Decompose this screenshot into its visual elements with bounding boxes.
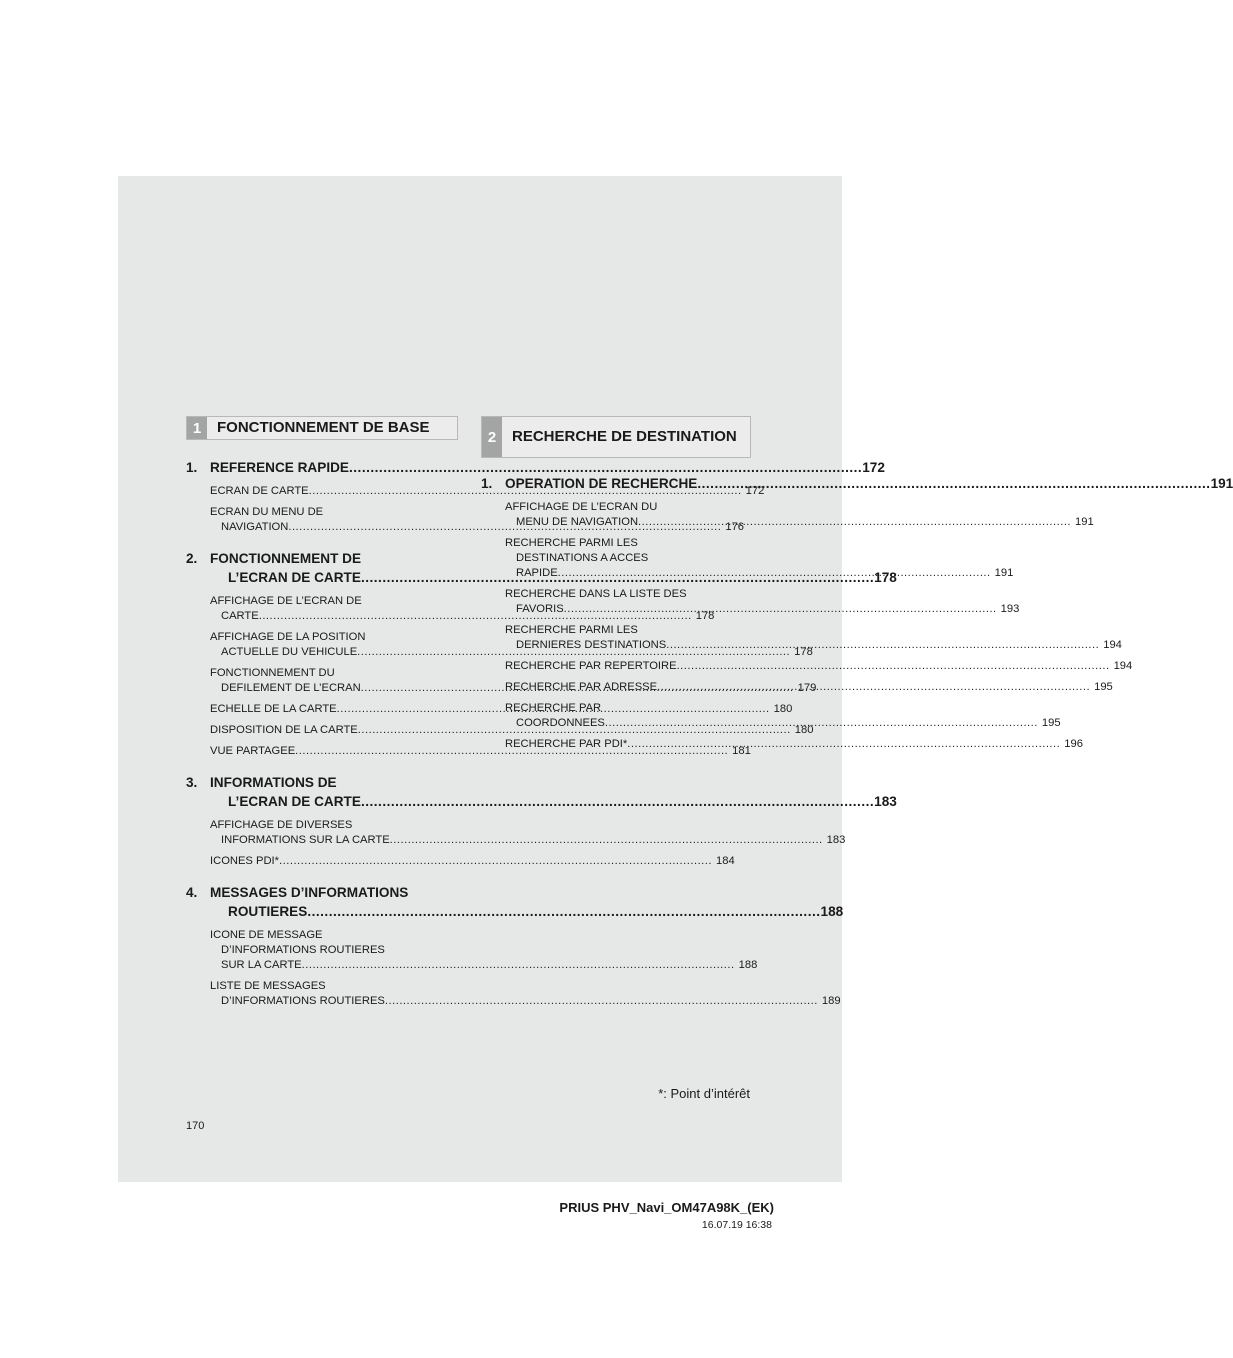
chapter-title-line — [210, 773, 897, 792]
chapter-title-text: L’ECRAN DE CARTE — [228, 570, 361, 585]
toc-chapter[interactable] — [186, 773, 897, 869]
toc-entry-text: RECHERCHE PAR — [505, 702, 602, 714]
dot-leader — [307, 902, 820, 921]
toc-entry-text: ICONE DE MESSAGE — [210, 929, 323, 941]
document-id: PRIUS PHV_Navi_OM47A98K_(EK) — [559, 1200, 774, 1215]
chapter-entries — [186, 928, 841, 1009]
toc-entry-page-number: 195 — [1094, 681, 1113, 693]
toc-entry-line — [210, 928, 458, 943]
toc-entry-text: DEFILEMENT DE L’ECRAN — [221, 682, 361, 694]
toc-entry-text: SUR LA CARTE — [221, 959, 302, 971]
chapter-page-number: 178 — [874, 570, 897, 585]
toc-entry-text: RAPIDE — [516, 567, 558, 579]
toc-entry-line — [210, 994, 841, 1009]
toc-entry[interactable] — [210, 818, 846, 848]
toc-entry-page-number: 184 — [716, 855, 735, 867]
toc-entry-text: D’INFORMATIONS ROUTIERES — [221, 944, 385, 956]
chapter-title-text: MESSAGES D’INFORMATIONS — [210, 885, 409, 900]
toc-entry-line — [505, 623, 751, 638]
toc-entry-line — [505, 602, 1020, 617]
chapter-title-text: REFERENCE RAPIDE — [210, 460, 349, 475]
dot-leader — [564, 602, 997, 617]
toc-entry-text: RECHERCHE PAR PDI* — [505, 738, 628, 750]
page-number: 170 — [186, 1120, 205, 1132]
toc-entry-text: MENU DE NAVIGATION — [516, 516, 639, 528]
dot-leader — [677, 659, 1110, 674]
dot-leader — [666, 638, 1099, 653]
chapter-title-body — [210, 883, 843, 921]
chapter-title-body — [505, 474, 1233, 493]
toc-entry-text: RECHERCHE PARMI LES — [505, 624, 638, 636]
toc-entry-text: ACTUELLE DU VEHICULE — [221, 646, 358, 658]
toc-entry-text: INFORMATIONS SUR LA CARTE — [221, 834, 390, 846]
chapter-title-text: OPERATION DE RECHERCHE — [505, 476, 698, 491]
chapter-number: 1. — [481, 476, 493, 491]
toc-entry-text: RECHERCHE PAR ADRESSE — [505, 681, 658, 693]
toc-entry-page-number: 194 — [1113, 660, 1133, 672]
toc-entry-text: VUE PARTAGEE — [210, 745, 296, 757]
chapter-page-number: 183 — [874, 794, 897, 809]
toc-entry-text: D’INFORMATIONS ROUTIERES — [221, 995, 385, 1007]
dot-leader — [697, 474, 1210, 493]
toc-entry-text: DESTINATIONS A ACCES — [516, 552, 649, 564]
toc-entry-page-number: 183 — [826, 834, 846, 846]
chapter-title-line — [210, 792, 897, 811]
dot-leader — [302, 958, 735, 973]
chapter-page-number: 191 — [1210, 476, 1233, 491]
section-number: 1 — [187, 417, 207, 439]
toc-entry-text: FONCTIONNEMENT DU — [210, 667, 335, 679]
toc-entry-page-number: 193 — [1000, 603, 1020, 615]
chapter-title-text: ROUTIERES — [228, 904, 308, 919]
dot-leader — [361, 792, 874, 811]
toc-entry-page-number: 180 — [773, 703, 793, 715]
section-number: 2 — [482, 417, 502, 457]
toc-entry-line — [210, 943, 458, 958]
chapter-number: 4. — [186, 885, 198, 900]
toc-entry-page-number: 195 — [1041, 717, 1061, 729]
toc-entry-line — [210, 833, 846, 848]
chapter-title-line — [210, 883, 843, 902]
toc-entry-text: ECRAN DE CARTE — [210, 485, 309, 497]
toc-chapter[interactable] — [186, 883, 844, 1009]
toc-entry-text: NAVIGATION — [221, 521, 289, 533]
chapter-title-body — [210, 773, 897, 811]
toc-entry-text: AFFICHAGE DE LA POSITION — [210, 631, 366, 643]
toc-entry-line — [210, 818, 458, 833]
toc-entry-text: AFFICHAGE DE L’ECRAN DE — [210, 595, 362, 607]
toc-entry-page-number: 191 — [994, 567, 1014, 579]
toc-entry-text: RECHERCHE PAR REPERTOIRE — [505, 660, 677, 672]
chapter-title-text: L’ECRAN DE CARTE — [228, 794, 361, 809]
dot-leader — [638, 515, 1071, 530]
toc-entry-page-number: 180 — [794, 724, 814, 736]
toc-entry-page-number: 188 — [738, 959, 758, 971]
chapter-page-number: 172 — [862, 460, 885, 475]
toc-entry-line — [505, 659, 1133, 674]
toc-entry-text: RECHERCHE PARMI LES — [505, 537, 638, 549]
chapter-number: 2. — [186, 551, 198, 566]
toc-entry-text: FAVORIS — [516, 603, 564, 615]
chapter-page-number: 188 — [820, 904, 844, 919]
footnote: *: Point d’intérêt — [658, 1086, 750, 1101]
toc-entry-line — [505, 587, 751, 602]
toc-entry-page-number: 181 — [732, 745, 751, 757]
toc-entry-page-number: 196 — [1064, 738, 1083, 750]
toc-entry[interactable] — [210, 854, 735, 869]
section-title: FONCTIONNEMENT DE BASE — [217, 419, 430, 436]
dot-leader — [279, 854, 712, 869]
chapter-entries — [186, 818, 846, 869]
toc-entry-line — [505, 701, 751, 716]
toc-entry-page-number: 178 — [794, 646, 813, 658]
dot-leader — [605, 716, 1038, 731]
toc-entry-line — [505, 551, 751, 566]
dot-leader — [390, 833, 823, 848]
chapter-title — [186, 773, 897, 811]
chapter-title-text: FONCTIONNEMENT DE — [210, 551, 362, 566]
chapter-title — [186, 883, 844, 921]
toc-entry[interactable] — [210, 928, 758, 973]
toc-entry-text: CARTE — [221, 610, 259, 622]
dot-leader — [385, 994, 818, 1009]
toc-entry-line — [210, 666, 458, 681]
toc-entry-page-number: 191 — [1075, 516, 1094, 528]
toc-entry[interactable] — [210, 979, 841, 1009]
toc-entry-line — [505, 536, 751, 551]
toc-entry-page-number: 178 — [695, 610, 715, 622]
toc-entry-text: COORDONNEES — [516, 717, 605, 729]
toc-entry-line — [210, 484, 765, 499]
toc-entry-page-number: 176 — [725, 521, 745, 533]
toc-entry-line — [210, 854, 735, 869]
chapter-title-line — [505, 474, 1233, 493]
toc-entry-text: ECRAN DU MENU DE — [210, 506, 324, 518]
toc-entry[interactable] — [505, 587, 1020, 617]
chapter-title-line — [210, 902, 843, 921]
toc-entry-text: ICONES PDI* — [210, 855, 280, 867]
chapter-title — [186, 458, 885, 477]
dot-leader — [627, 737, 1060, 752]
section-header-1 — [186, 416, 458, 440]
toc-entry-page-number: 179 — [797, 682, 817, 694]
chapter-number: 1. — [186, 460, 198, 475]
toc-entry[interactable] — [210, 484, 765, 499]
toc-entry-page-number: 194 — [1103, 639, 1122, 651]
toc-entry-text: ECHELLE DE LA CARTE — [210, 703, 337, 715]
document-timestamp: 16.07.19 16:38 — [701, 1219, 772, 1231]
toc-entry-line — [210, 958, 758, 973]
toc-entry-text: DERNIERES DESTINATIONS — [516, 639, 667, 651]
toc-entry-text: AFFICHAGE DE DIVERSES — [210, 819, 353, 831]
chapter-title-text: INFORMATIONS DE — [210, 775, 337, 790]
toc-entry[interactable] — [505, 737, 1083, 752]
toc-entry-text: AFFICHAGE DE L’ECRAN DU — [505, 501, 658, 513]
toc-entry-line — [505, 500, 751, 515]
toc-entry-text: LISTE DE MESSAGES — [210, 980, 326, 992]
toc-entry-line — [210, 594, 458, 609]
toc-entry-line — [210, 630, 458, 645]
toc-entry-text: DISPOSITION DE LA CARTE — [210, 724, 358, 736]
dot-leader — [657, 680, 1090, 695]
dot-leader — [558, 566, 991, 581]
toc-entry-line — [210, 979, 458, 994]
section-title: RECHERCHE DE DESTINATION — [512, 428, 737, 445]
toc-entry[interactable] — [505, 500, 1094, 530]
toc-entry-line — [505, 737, 1083, 752]
toc-entry-line — [505, 515, 1094, 530]
toc-entry[interactable] — [505, 659, 1133, 674]
chapter-number: 3. — [186, 775, 198, 790]
toc-entry-text: RECHERCHE DANS LA LISTE DES — [505, 588, 687, 600]
toc-entry-page-number: 189 — [821, 995, 841, 1007]
toc-entry-page-number: 172 — [745, 485, 765, 497]
toc-entry-line — [210, 505, 458, 520]
section-header-2 — [481, 416, 751, 458]
